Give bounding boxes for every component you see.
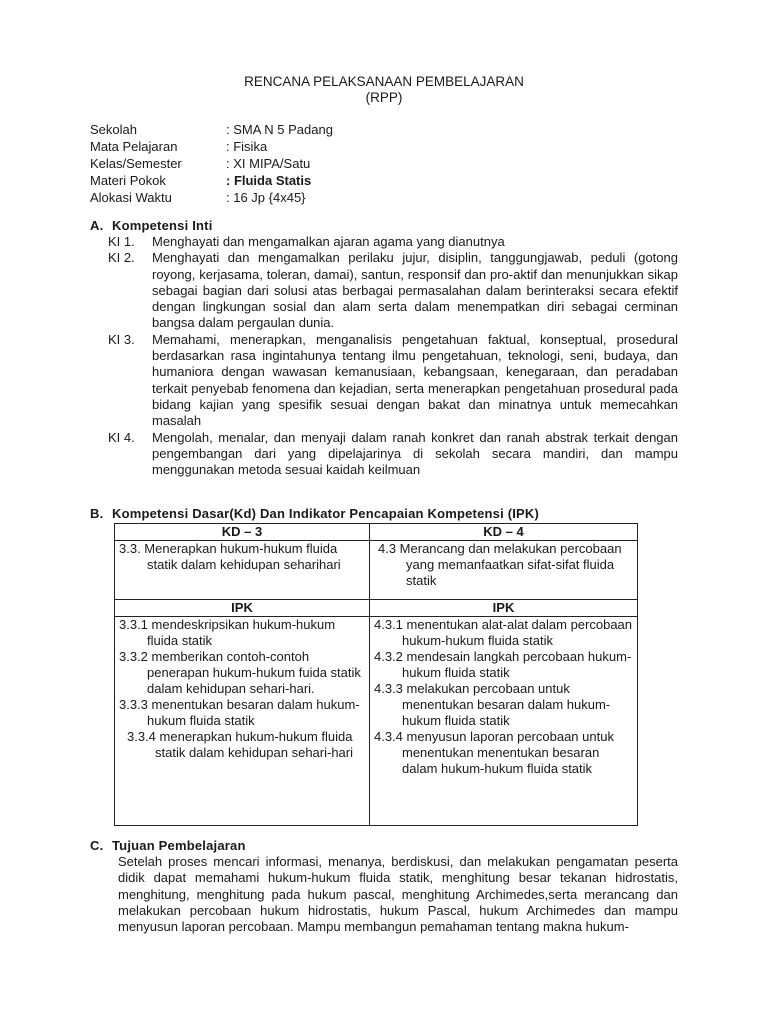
table-row — [115, 541, 638, 600]
ki-number: KI 1. — [108, 234, 135, 249]
kd3-text: 3.3. Menerapkan hukum-hukum fluida statik dalam kehidupan seharihari — [119, 541, 341, 572]
kd3-cell — [115, 541, 370, 600]
identity-block — [90, 121, 333, 206]
info-row-class — [90, 155, 333, 172]
ki-number: KI 4. — [108, 429, 135, 445]
section-title: Tujuan Pembelajaran — [112, 838, 246, 853]
list-item — [108, 430, 678, 479]
ipk4-item: 4.3.4 menyusun laporan percobaan untuk menentukan menentukan besaran dalam hukum-hukum fluida statik — [374, 729, 614, 776]
list-item — [108, 332, 678, 430]
ki-text: Memahami, menerapkan, menganalisis pengetahuan faktual, konseptual, prosedural berdasarkan rasa ingintahunya tentang ilmu pengetahuan, teknologi, seni, budaya, dan humaniora dengan wawasan kemanusiaan, kebangsaan, kenegaraan, dan peradaban terkait penyebab fenomena dan kejadian, serta menerapkan pengetahuan prosedural pada bidang kajian yang spesifik sesuai dengan bakat dan minatnya untuk memecahkan masalah — [152, 331, 678, 429]
document-title: RENCANA PELAKSANAAN PEMBELAJARAN — [244, 74, 524, 89]
tujuan-paragraph: Setelah proses mencari informasi, menanya, berdiskusi, dan melakukan pengamatan peserta didik dapat memahami hukum-hukum fluida statik, menghitung besar tekanan hidrostatis, menghitung, menghitung pada hukum pascal, menghitung Archimedes,serta merancang dan melakukan percobaan hukum hidrostatis, hukum Pascal, hukum Archimedes dan mampu menyusun laporan percobaan. Mampu membangun pemahaman tentang makna hukum- — [118, 854, 678, 935]
info-value: : Fisika — [226, 139, 268, 154]
info-row-school — [90, 121, 333, 138]
info-value: : Fluida Statis — [226, 173, 312, 188]
ki-number: KI 3. — [108, 331, 135, 347]
ki-text: Menghayati dan mengamalkan ajaran agama yang dianutnya — [152, 234, 505, 249]
ki-text: Menghayati dan mengamalkan perilaku jujur, disiplin, tanggungjawab, peduli (gotong royong, kerjasama, toleran, damai), santun, responsif dan pro-aktif dan menunjukkan sikap sebagai bagian dari solusi atas berbagai permasalahan dalam berinteraksi secara efektif dengan lingkungan sosial dan alam serta dalam menempatkan diri sebagai cerminan bangsa dalam pergaulan dunia. — [152, 250, 678, 331]
kd-ipk-table — [114, 523, 638, 826]
kd3-header: KD – 3 — [115, 524, 370, 541]
info-row-time — [90, 189, 333, 206]
info-row-subject — [90, 138, 333, 155]
section-title: Kompetensi Dasar(Kd) Dan Indikator Pencapaian Kompetensi (IPK) — [112, 506, 540, 521]
ki-text: Mengolah, menalar, dan menyaji dalam ranah konkret dan ranah abstrak terkait dengan pengembangan dari yang dipelajarinya di sekolah secara mandiri, dan mampu menggunakan metoda sesuai kaidah keilmuan — [152, 429, 678, 478]
table-row — [115, 524, 638, 541]
info-label: Alokasi Waktu — [90, 190, 172, 205]
section-c-heading — [90, 838, 246, 853]
ki-number: KI 2. — [108, 250, 135, 266]
ipk3-item: 3.3.2 memberikan contoh-contoh penerapan hukum-hukum fuida statik dalam kehidupan sehari-hari. — [119, 649, 361, 696]
ipk4-item: 4.3.2 mendesain langkah percobaan hukum-hukum fluida statik — [374, 649, 632, 680]
info-label: Sekolah — [90, 122, 137, 137]
section-letter: C. — [90, 838, 104, 853]
ki-list — [108, 234, 678, 478]
section-a-heading — [90, 218, 213, 233]
table-row — [115, 600, 638, 617]
info-label: Kelas/Semester — [90, 156, 182, 171]
info-value: : SMA N 5 Padang — [226, 122, 333, 137]
info-label: Materi Pokok — [90, 173, 166, 188]
ipk-header-left: IPK — [115, 600, 370, 617]
document-subtitle: (RPP) — [365, 90, 403, 105]
ipk3-item: 3.3.3 menentukan besaran dalam hukum-hukum fluida statik — [119, 697, 360, 728]
table-row — [115, 617, 638, 826]
kd4-header: KD – 4 — [370, 524, 638, 541]
list-item — [108, 234, 678, 250]
section-letter: A. — [90, 218, 104, 233]
info-row-topic — [90, 172, 333, 189]
section-b-heading — [90, 506, 539, 521]
ipk4-item: 4.3.1 menentukan alat-alat dalam percobaan hukum-hukum fluida statik — [374, 617, 633, 648]
ipk4-item: 4.3.3 melakukan percobaan untuk menentukan besaran dalam hukum-hukum fluida statik — [374, 681, 611, 728]
info-label: Mata Pelajaran — [90, 139, 178, 154]
info-value: : 16 Jp {4x45} — [226, 190, 306, 205]
ipk4-cell — [370, 617, 638, 826]
info-value: : XI MIPA/Satu — [226, 156, 311, 171]
ipk3-item: 3.3.1 mendeskripsikan hukum-hukum fluida statik — [119, 617, 336, 648]
ipk3-item: 3.3.4 menerapkan hukum-hukum fluida statik dalam kehidupan sehari-hari — [127, 729, 353, 760]
ipk-header-right: IPK — [370, 600, 638, 617]
kd4-text: 4.3 Merancang dan melakukan percobaan yang memanfaatkan sifat-sifat fluida statik — [378, 541, 622, 588]
list-item — [108, 250, 678, 331]
section-title: Kompetensi Inti — [112, 218, 213, 233]
kd4-cell — [370, 541, 638, 600]
section-letter: B. — [90, 506, 104, 521]
ipk3-cell — [115, 617, 370, 826]
